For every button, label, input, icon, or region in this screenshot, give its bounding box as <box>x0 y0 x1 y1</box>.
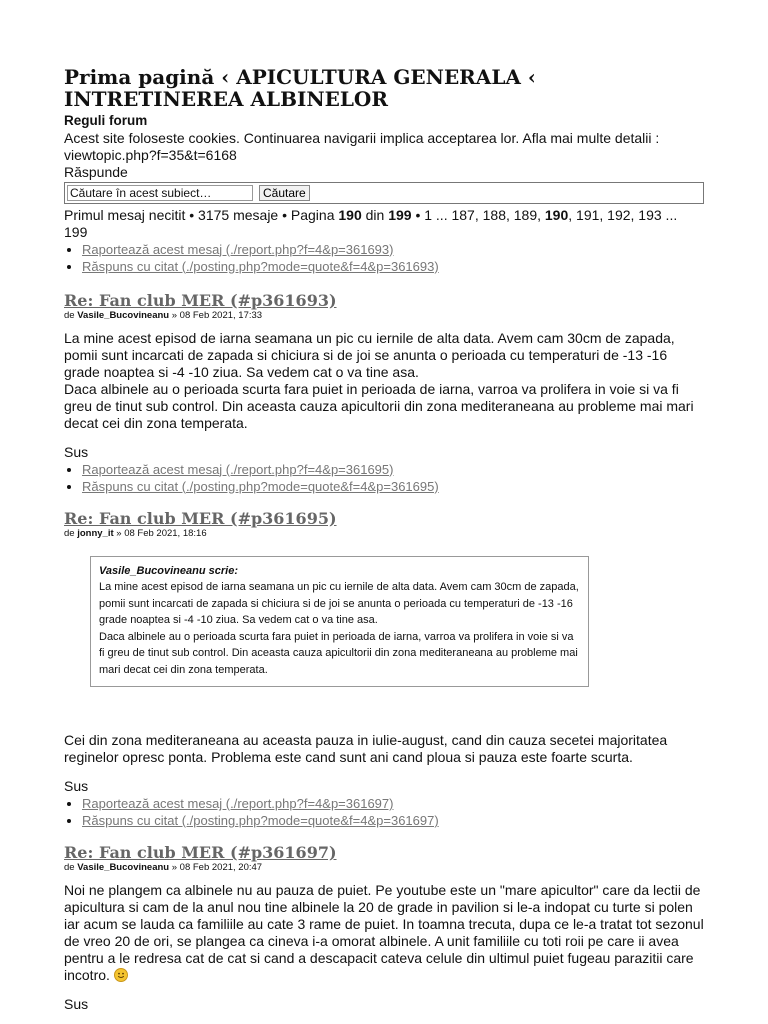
back-to-top-link[interactable]: Sus <box>64 996 89 1013</box>
pagination-total: 199 <box>388 206 412 223</box>
report-post-link[interactable]: Raportează acest mesaj (./report.php?f=4&p=361695) <box>82 461 394 477</box>
pagination-current: 190 <box>338 206 362 223</box>
rules-link[interactable]: Reguli forum <box>64 113 148 128</box>
post-meta-by: de <box>64 862 78 874</box>
back-to-top-link[interactable]: Sus <box>64 778 89 795</box>
post-title[interactable]: Re: Fan club MER (#p361695) <box>64 508 337 528</box>
list-item <box>82 795 704 812</box>
smile-icon <box>114 968 128 982</box>
post-paragraph: La mine acest episod de iarna seamana un pic cu iernile de alta data. Avem cam 30cm de zapada, pomii sunt incarcati de zapada si chiciura si de joi se anunta o perioada cu temperaturi de -13 -16 grade noaptea si -4 -10 ziua. Sa vedem cat o va tine asa. <box>64 329 675 380</box>
quote-block <box>90 556 589 688</box>
page-title: Prima pagină ‹ APICULTURA GENERALA ‹ INTRETINEREA ALBINELOR <box>64 65 536 111</box>
cookie-notice: Acest site foloseste cookies. Continuarea navigarii implica acceptarea lor. Afla mai multe detalii : viewtopic.php?f=35&t=6168 <box>64 129 660 163</box>
post-paragraph: Cei din zona mediteraneana au aceasta pauza in iulie-august, cand din cauza secetei majoritatea reginelor opresc ponta. Problema este cand sunt ani cand ploua si pauza este foarte scurta. <box>64 732 668 766</box>
post-title[interactable]: Re: Fan club MER (#p361697) <box>64 843 337 863</box>
quote-reply-link[interactable]: Răspuns cu citat (./posting.php?mode=quote&f=4&p=361693) <box>82 258 439 274</box>
pagination-pages-current: 190 <box>544 206 569 223</box>
post-actions <box>64 241 704 275</box>
quote-reply-link[interactable]: Răspuns cu citat (./posting.php?mode=quote&f=4&p=361697) <box>82 813 439 829</box>
search-button[interactable]: Căutare <box>259 185 310 201</box>
post-paragraph <box>64 882 704 984</box>
list-item <box>82 478 704 495</box>
topic-search-bar <box>64 182 704 204</box>
list-item <box>82 258 704 275</box>
list-item <box>82 461 704 478</box>
pagination-prefix: Primul mesaj necitit • 3175 mesaje • Pagina <box>64 206 339 223</box>
report-post-link[interactable]: Raportează acest mesaj (./report.php?f=4&p=361697) <box>82 796 394 812</box>
post-meta <box>64 528 704 540</box>
search-input[interactable] <box>67 185 253 201</box>
post-body <box>64 732 704 766</box>
post-date: » 08 Feb 2021, 20:47 <box>169 862 263 874</box>
pagination-pages-rest[interactable]: , 191, 192, 193 ... 199 <box>64 206 678 240</box>
post-author[interactable]: Vasile_Bucovineanu <box>77 309 170 321</box>
post-body <box>64 330 704 432</box>
quote-reply-link[interactable]: Răspuns cu citat (./posting.php?mode=quote&f=4&p=361695) <box>82 478 439 494</box>
post <box>64 509 704 830</box>
post-paragraph-text: Noi ne plangem ca albinele nu au pauza de puiet. Pe youtube este un "mare apicultor" care da lectii de apicultura si cam de la anul nou tine albinele la 20 de grade in pavilion si le-a indopat cu turte si polen iar acum se lauda ca familiile au cate 3 rame de puiet. In toamna trecuta, dupa ce le-a tratat tot sezonul de vreo 20 de ori, se plangea ca cineva i-a omorat albinele. A unit familiile cu toti roii pe care ii avea pentru a le redresa cat de cat si cand a descapacit cateva celule din ultimul puiet fugeau parazitii care incotro. <box>64 882 704 984</box>
pagination <box>64 207 704 241</box>
post-meta <box>64 862 704 874</box>
post-meta-by: de <box>64 309 78 321</box>
post-body <box>64 882 704 984</box>
post-date: » 08 Feb 2021, 17:33 <box>169 309 263 321</box>
post-actions <box>64 461 704 495</box>
quote-author: Vasile_Bucovineanu scrie: <box>99 564 238 577</box>
list-item <box>82 812 704 829</box>
post <box>64 291 704 495</box>
pagination-din: din <box>361 206 389 223</box>
list-item <box>82 241 704 258</box>
reply-link[interactable]: Răspunde <box>64 163 128 180</box>
post-date: » 08 Feb 2021, 18:16 <box>113 527 207 539</box>
post-meta-by: de <box>64 527 78 539</box>
quote-paragraph: Daca albinele au o perioada scurta fara puiet in perioada de iarna, varroa va prolifera in voie si va fi greu de tinut sub control. Din aceasta cauza apicultorii din zona mediteraneana au probleme mai mari decat cei din zona temperata. <box>99 630 578 676</box>
post-author[interactable]: Vasile_Bucovineanu <box>77 862 170 874</box>
quote-paragraph: La mine acest episod de iarna seamana un pic cu iernile de alta data. Avem cam 30cm de zapada, pomii sunt incarcati de zapada si chiciura si de joi se anunta o perioada cu temperaturi de -13 -16 grade noaptea si -4 -10 ziua. Sa vedem cat o va tine asa. <box>99 581 579 627</box>
post <box>64 843 704 1013</box>
post-paragraph: Daca albinele au o perioada scurta fara puiet in perioada de iarna, varroa va prolifera in voie si va fi greu de tinut sub control. Din aceasta cauza apicultorii din zona mediteraneana au probleme mai mari decat cei din zona temperata. <box>64 380 694 431</box>
post-actions <box>64 795 704 829</box>
pagination-pages[interactable]: • 1 ... 187, 188, 189, <box>411 206 545 223</box>
back-to-top-link[interactable]: Sus <box>64 443 89 460</box>
report-post-link[interactable]: Raportează acest mesaj (./report.php?f=4&p=361693) <box>82 241 394 257</box>
post-author[interactable]: jonny_it <box>77 527 114 539</box>
post-meta <box>64 310 704 322</box>
post-title[interactable]: Re: Fan club MER (#p361693) <box>64 290 337 310</box>
